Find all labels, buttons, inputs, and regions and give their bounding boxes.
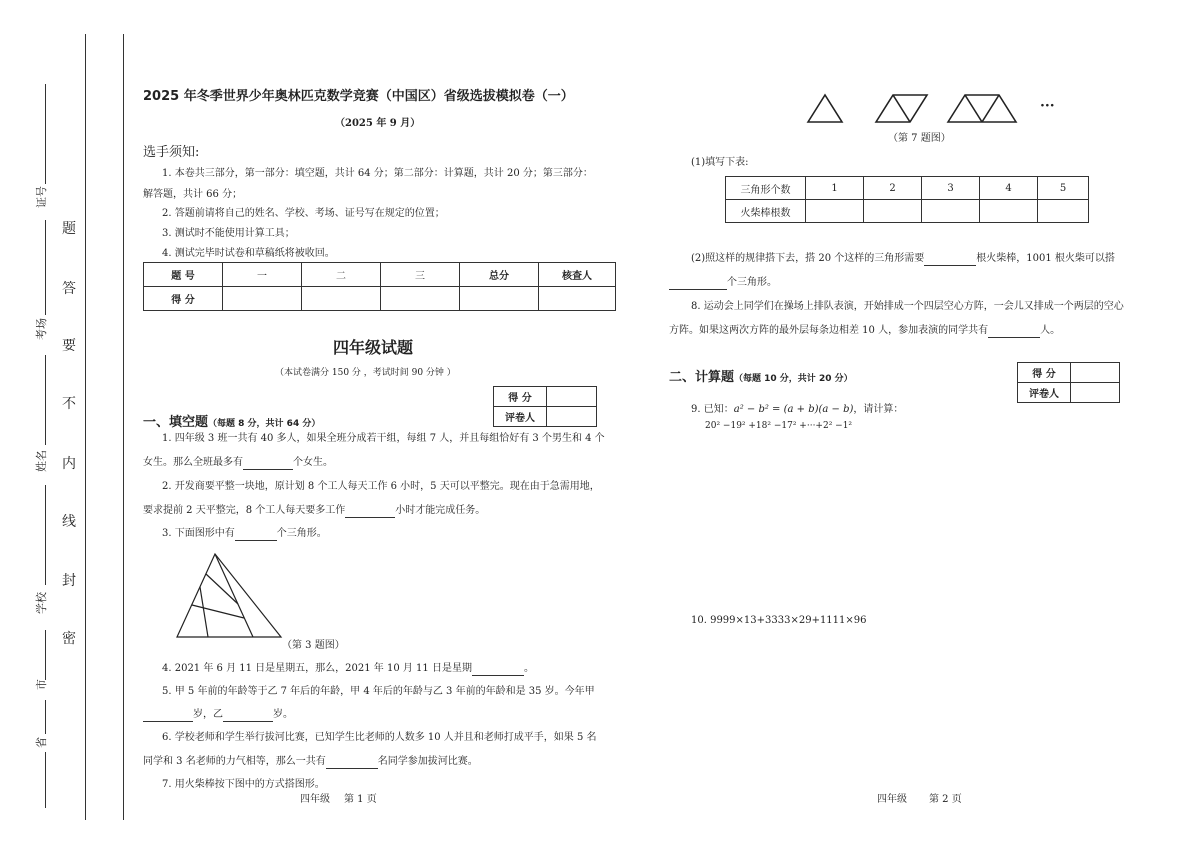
exam-title: 2025 年冬季世界少年奥林匹克数学竞赛（中国区）省级选拔模拟卷（一） (143, 89, 574, 104)
q8-answer-blank[interactable] (988, 327, 1040, 338)
section2-grader-cell[interactable] (1071, 383, 1120, 403)
q7-table-col-1: 1 (806, 177, 864, 200)
q3-answer-blank[interactable] (235, 530, 277, 541)
q7-dots: ··· (1040, 98, 1055, 114)
q5-line-2 (143, 708, 293, 722)
q7-part1-label: (1)填写下表: (691, 157, 749, 168)
q2-text-before: 要求提前 2 天平整完，8 个工人每天要多工作 (143, 505, 346, 516)
score-cell-total[interactable] (460, 287, 539, 311)
score-table-header-label: 题 号 (144, 263, 223, 287)
footer-right-grade: 四年级 (877, 794, 907, 805)
seal-char-yao: 要 (62, 338, 76, 354)
shi-label: 市 (35, 679, 48, 690)
q7-table-cell-5[interactable] (1038, 200, 1089, 223)
score-cell-checker[interactable] (539, 287, 616, 311)
q10-line: 10. 9999×13+3333×29+1111×96 (691, 615, 867, 626)
q9-line-1 (691, 403, 903, 417)
zheng-hao-underline (45, 84, 47, 184)
q7-part2-answer-blank-1[interactable] (924, 255, 976, 266)
q9-text-before: 9. 已知： (691, 404, 734, 415)
score-table-col-1: 一 (223, 263, 302, 287)
q2-answer-blank[interactable] (345, 507, 395, 518)
sheng-bottom-underline (45, 752, 47, 808)
q6-answer-blank[interactable] (326, 758, 378, 769)
notice-line-3: 2. 答题前请将自己的姓名、学校、考场、证号写在规定的位置； (162, 208, 445, 219)
section1-score-box (493, 386, 597, 427)
q1-text-before: 女生。那么全班最多有 (143, 457, 243, 468)
footer-left-page: 第 1 页 (344, 794, 377, 805)
q7-matchstick-figure (804, 92, 1024, 126)
q1-text-after: 个女生。 (293, 457, 333, 468)
score-table-row-label: 得 分 (144, 287, 223, 311)
grade-subtitle: （本试卷满分 150 分 ，考试时间 90 分钟 ） (275, 368, 456, 378)
q2-line-2 (143, 504, 485, 518)
q8-text-after: 人。 (1040, 325, 1061, 336)
score-table-col-total: 总分 (460, 263, 539, 287)
q7-line: 7. 用火柴棒按下图中的方式搭图形。 (162, 779, 325, 790)
q5-answer-blank-2[interactable] (223, 711, 273, 722)
q4-text-after: 。 (523, 663, 534, 674)
q7-table-row2-label: 火柴棒根数 (726, 200, 806, 223)
notice-line-1: 1. 本卷共三部分，第一部分：填空题，共计 64 分；第二部分：计算题，共计 20 分；第三部分： (162, 168, 593, 179)
section1-title-text: 一、填空题 (143, 415, 209, 430)
score-cell-1[interactable] (223, 287, 302, 311)
q7-caption: （第 7 题图） (888, 133, 951, 144)
q3-caption: （第 3 题图） (282, 640, 345, 651)
xing-ming-underline (45, 355, 47, 445)
q7-table-header-label: 三角形个数 (726, 177, 806, 200)
q7-table-cell-2[interactable] (864, 200, 922, 223)
q2-text-after: 小时才能完成任务。 (395, 505, 486, 516)
notice-title: 选手须知: (143, 145, 200, 160)
binding-line-inner (123, 34, 124, 820)
q9-formula: a² − b² = (a + b)(a − b) (733, 404, 854, 415)
notice-line-4: 3. 测试时不能使用计算工具； (162, 228, 295, 239)
q7-table-cell-1[interactable] (806, 200, 864, 223)
q4-line (162, 662, 534, 676)
footer-right (877, 793, 962, 807)
q6-text-after: 名同学参加拔河比赛。 (377, 756, 478, 767)
notice-line-5: 4. 测试完毕时试卷和草稿纸将被收回。 (162, 248, 335, 259)
section1-score-label: 得 分 (494, 387, 547, 407)
q7-table-col-4: 4 (980, 177, 1038, 200)
footer-right-page: 第 2 页 (929, 794, 962, 805)
seal-char-bu: 不 (62, 396, 76, 412)
section2-grader-label: 评卷人 (1018, 383, 1071, 403)
section2-note: （每题 10 分，共计 20 分） (734, 374, 853, 384)
section2-score-box (1017, 362, 1120, 403)
exam-date: （2025 年 9 月） (335, 118, 421, 129)
q1-line-1: 1. 四年级 3 班一共有 40 多人，如果全班分成若干组，每组 7 人，并且每组恰好有 3 个男生和 4 个 (162, 433, 605, 444)
seal-char-mi: 密 (62, 631, 76, 647)
seal-char-feng: 封 (62, 573, 76, 589)
kao-chang-label: 考场 (35, 318, 48, 340)
q9-text-after: ，请计算： (853, 404, 904, 415)
q3-line (162, 527, 327, 541)
section1-note: （每题 8 分，共计 64 分） (208, 419, 321, 429)
q4-answer-blank[interactable] (472, 665, 524, 676)
shi-underline (45, 630, 47, 680)
footer-left-grade: 四年级 (300, 794, 330, 805)
q7-table-cell-4[interactable] (980, 200, 1038, 223)
q1-answer-blank[interactable] (243, 459, 293, 470)
q7-part2-text-after: 个三角形。 (727, 277, 777, 288)
score-table-col-checker: 核查人 (539, 263, 616, 287)
seal-char-nei: 内 (62, 456, 76, 472)
q7-part2-text-before: (2)照这样的规律搭下去，搭 20 个这样的三角形需要 (691, 253, 925, 264)
score-cell-3[interactable] (381, 287, 460, 311)
q7-table-col-5: 5 (1038, 177, 1089, 200)
section1-grader-label: 评卷人 (494, 407, 547, 427)
q7-table-col-3: 3 (922, 177, 980, 200)
score-table (143, 262, 616, 311)
q7-matchstick-table (725, 176, 1089, 223)
q2-line-1: 2. 开发商要平整一块地，原计划 8 个工人每天工作 6 小时，5 天可以平整完。现在由于急需用地， (162, 481, 600, 492)
q6-line-1: 6. 学校老师和学生举行拔河比赛，已知学生比老师的人数多 10 人并且和老师打成平手，如果 5 名 (162, 732, 597, 743)
xue-xiao-underline (45, 485, 47, 585)
q5-answer-blank-1[interactable] (143, 711, 193, 722)
section2-score-label: 得 分 (1018, 363, 1071, 383)
q7-table-col-2: 2 (864, 177, 922, 200)
seal-char-xian: 线 (62, 514, 76, 530)
score-table-col-3: 三 (381, 263, 460, 287)
section1-score-cell[interactable] (547, 387, 597, 407)
xing-ming-label: 姓名 (35, 450, 48, 472)
q8-text-before: 方阵。如果这两次方阵的最外层每条边相差 10 人，参加表演的同学共有 (669, 325, 989, 336)
q6-line-2 (143, 755, 478, 769)
q4-text-before: 4. 2021 年 6 月 11 日是星期五，那么，2021 年 10 月 11 日是星期 (162, 663, 472, 674)
q3-triangle-figure (170, 550, 290, 642)
section2-title (669, 366, 853, 385)
sheng-underline (45, 700, 47, 734)
sheng-label: 省 (35, 737, 48, 748)
binding-line-outer (85, 34, 86, 820)
zheng-hao-label: 证号 (35, 186, 48, 208)
q9-expression: 20² −19² +18² −17² +···+2² −1² (705, 421, 853, 431)
section1-grader-cell[interactable] (547, 407, 597, 427)
q5-text-mid: 岁，乙 (193, 709, 223, 720)
footer-left (300, 793, 377, 807)
grade-title: 四年级试题 (333, 338, 414, 357)
q6-text-before: 同学和 3 名老师的力气相等，那么一共有 (143, 756, 326, 767)
q3-text-after: 个三角形。 (276, 528, 327, 539)
seal-char-ti: 题 (62, 221, 76, 237)
q3-text-before: 3. 下面图形中有 (162, 528, 235, 539)
xue-xiao-label: 学校 (35, 592, 48, 614)
score-table-col-2: 二 (302, 263, 381, 287)
score-cell-2[interactable] (302, 287, 381, 311)
q5-text-after: 岁。 (273, 709, 293, 720)
section2-title-text: 二、计算题 (669, 370, 735, 385)
q7-part2-line-1 (691, 252, 1115, 266)
q7-table-cell-3[interactable] (922, 200, 980, 223)
q7-part2-text-mid: 根火柴棒，1001 根火柴可以搭 (976, 253, 1115, 264)
q1-line-2 (143, 456, 333, 470)
notice-line-2: 解答题，共计 66 分； (143, 189, 243, 200)
kao-chang-underline (45, 220, 47, 315)
section1-title (143, 411, 320, 430)
q7-part2-answer-blank-2[interactable] (669, 279, 727, 290)
seal-char-da: 答 (62, 281, 76, 297)
q7-part2-line-2 (669, 276, 777, 290)
q8-line-2 (669, 324, 1060, 338)
q5-line-1: 5. 甲 5 年前的年龄等于乙 7 年后的年龄，甲 4 年后的年龄与乙 3 年前的年龄和是 35 岁。今年甲 (162, 686, 595, 697)
section2-score-cell[interactable] (1071, 363, 1120, 383)
q8-line-1: 8. 运动会上同学们在操场上排队表演，开始排成一个四层空心方阵，一会儿又排成一个两层的空心 (691, 301, 1124, 312)
